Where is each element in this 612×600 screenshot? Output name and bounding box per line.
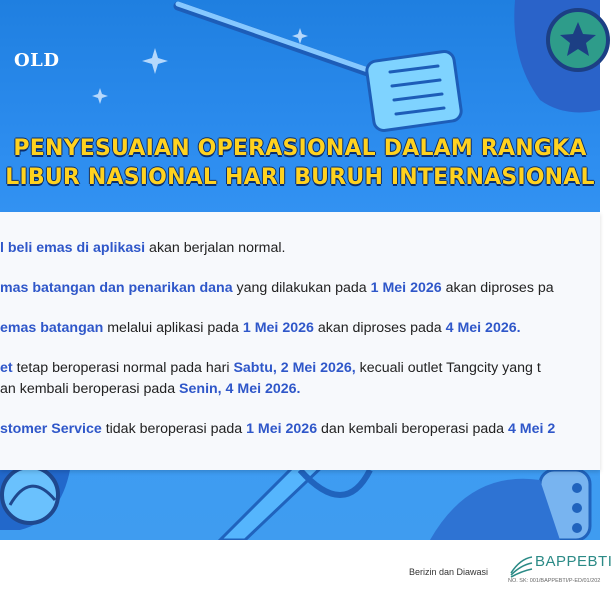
regulator-name: BAPPEBTI [535,553,612,570]
notice-text: yang dilakukan pada [232,280,371,296]
notice-text: dan kembali beroperasi pada [317,421,508,437]
notice-text: akan diproses pada [313,320,446,336]
notice-line [0,320,521,336]
notice-date: 1 Mei 2026 [246,421,318,437]
notice-text: tidak beroperasi pada [101,421,247,437]
notice-line [0,421,555,437]
notice-line [0,280,554,296]
notice-highlight: et [0,360,13,376]
notice-highlight: stomer Service [0,421,102,437]
license-number: NO. SK: 001/BAPPEBTI/P-ED/01/202 [508,578,601,584]
notice-text: akan diproses pa [441,280,554,296]
brand-logo: OLD [14,50,60,71]
notice-text: melalui aplikasi pada [103,320,243,336]
notice-highlight: mas batangan dan penarikan dana [0,280,233,296]
notice-text: akan berjalan normal. [145,240,286,256]
bappebti-wheat-logo-icon [508,553,534,579]
notice-date: Senin, 4 Mei 2026. [179,381,301,397]
notice-date: 1 Mei 2026 [370,280,442,296]
notice-card [0,212,600,470]
notice-text: an kembali beroperasi pada [0,381,180,397]
notice-line [0,240,286,256]
headline-line-1: PENYESUAIAN OPERASIONAL DALAM RANGKA [13,136,587,161]
cleaning-brush-icon [178,4,462,132]
approval-text: Berizin dan Diawasi [409,567,489,577]
notice-highlight: l beli emas di aplikasi [0,240,146,256]
notice-highlight: emas batangan [0,320,104,336]
star-badge-icon [514,0,608,112]
notice-line [0,381,301,397]
notice-date: 4 Mei 2026. [445,320,521,336]
notice-text: kecuali outlet Tangcity yang t [355,360,541,376]
notice-date: Sabtu, 2 Mei 2026, [233,360,356,376]
notice-line [0,360,541,376]
notice-text: tetap beroperasi normal pada hari [12,360,234,376]
headline-line-2: LIBUR NASIONAL HARI BURUH INTERNASIONAL [5,165,595,190]
notice-date: 4 Mei 2 [507,421,556,437]
notice-date: 1 Mei 2026 [242,320,314,336]
